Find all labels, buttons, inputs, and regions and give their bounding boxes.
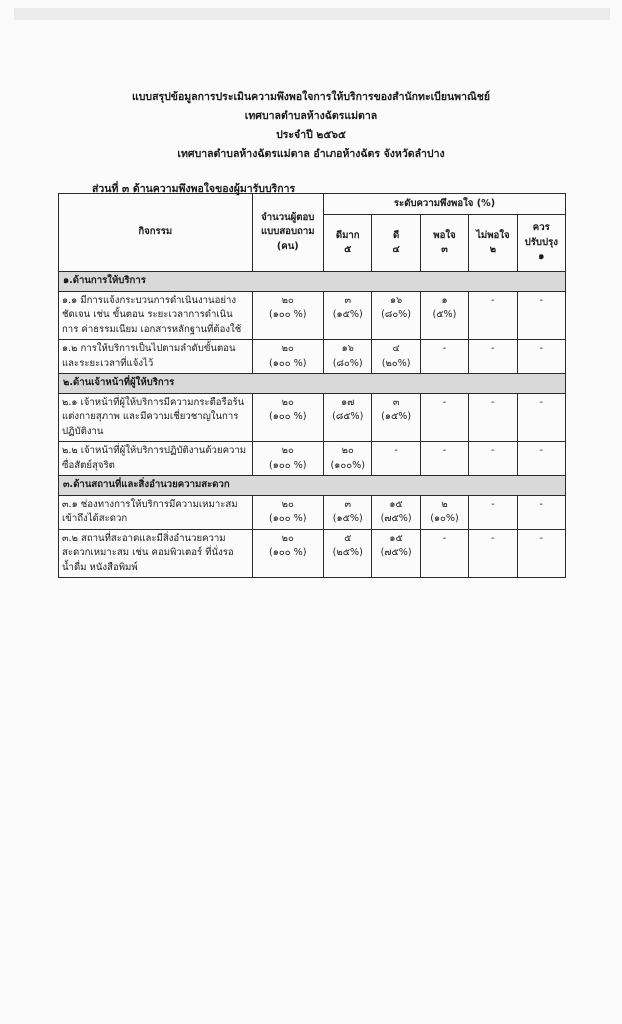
level-count: -	[442, 396, 447, 408]
level-value-cell	[372, 529, 420, 578]
level-count: ๑๖	[341, 343, 354, 354]
level-score: ๔	[392, 244, 400, 255]
level-value-cell	[517, 529, 565, 578]
respondents-percent: (๑๐๐ %)	[269, 411, 307, 422]
level-percent: (๒๐%)	[381, 357, 411, 369]
level-percent: (๑๕%)	[381, 411, 412, 422]
level-count: -	[539, 343, 543, 354]
level-percent: (๕%)	[432, 309, 457, 320]
respondents-count: ๒๐	[281, 498, 294, 510]
level-value-cell	[517, 495, 565, 529]
level-value-cell	[372, 442, 420, 476]
level-count: -	[539, 445, 543, 456]
respondents-percent: (๑๐๐ %)	[269, 513, 307, 524]
document-header	[0, 88, 622, 164]
level-count: -	[539, 532, 543, 544]
level-value-cell	[517, 393, 565, 442]
group-title: ๒.ด้านเจ้าหน้าที่ผู้ให้บริการ	[59, 374, 566, 394]
group-title: ๑.ด้านการให้บริการ	[59, 272, 566, 292]
level-percent: (๘๕%)	[332, 411, 364, 422]
document-title: แบบสรุปข้อมูลการประเมินความพึงพอใจการให้บริการของสำนักทะเบียนพาณิชย์	[131, 91, 491, 103]
level-value-cell	[372, 291, 420, 340]
level-count: -	[491, 396, 495, 408]
table-row	[59, 495, 566, 529]
level-count: -	[491, 294, 495, 306]
respondents-count: ๒๐	[281, 294, 294, 306]
level-count: ๓	[344, 498, 352, 510]
group-title: ๓.ด้านสถานที่และสิ่งอำนวยความสะดวก	[59, 476, 566, 496]
activity-cell: ๓.๒ สถานที่สะอาดและมีสิ่งอำนวยความสะดวกเหมาะสม เช่น คอมพิวเตอร์ ที่นั่งรอ น้ำดื่ม หนังสือพิมพ์	[59, 529, 253, 578]
level-value-cell	[517, 340, 565, 374]
level-value-cell	[469, 442, 517, 476]
level-count: ๑	[441, 294, 448, 306]
level-count: -	[491, 445, 495, 456]
level-value-cell	[469, 495, 517, 529]
level-percent: (๑๕%)	[332, 513, 363, 524]
level-value-cell	[469, 340, 517, 374]
level-percent: (๑๕%)	[332, 309, 363, 320]
level-count: -	[442, 532, 447, 544]
organization-location: เทศบาลตำบลห้างฉัตรแม่ตาล อำเภอห้างฉัตร จังหวัดลำปาง	[177, 148, 445, 160]
group-row	[59, 476, 566, 496]
level-count: -	[442, 445, 447, 456]
respondents-count: ๒๐	[281, 445, 294, 456]
respondents-cell	[252, 495, 324, 529]
level-count: ๓	[392, 396, 400, 408]
table-row	[59, 340, 566, 374]
level-label: พอใจ	[433, 229, 456, 241]
respondents-cell	[252, 291, 324, 340]
level-count: ๑๕	[389, 498, 403, 510]
level-value-cell	[420, 291, 468, 340]
level-percent: (๑๐๐%)	[330, 459, 365, 471]
level-value-cell	[324, 495, 372, 529]
table-row	[59, 393, 566, 442]
level-label: ดีมาก	[335, 229, 360, 241]
level-value-cell	[420, 495, 468, 529]
respondents-count: ๒๐	[281, 343, 294, 354]
satisfaction-table	[58, 193, 566, 578]
satisfaction-column-header: ระดับความพึงพอใจ (%)	[324, 194, 566, 215]
level-count: -	[491, 532, 495, 544]
fiscal-year: ประจำปี ๒๕๖๕	[276, 129, 346, 141]
group-row	[59, 272, 566, 292]
level-value-cell	[324, 442, 372, 476]
respondents-percent: (๑๐๐ %)	[269, 357, 307, 369]
level-score: ๑	[538, 251, 545, 263]
respondents-cell	[252, 442, 324, 476]
level-header	[469, 215, 517, 272]
group-row	[59, 374, 566, 394]
level-percent: (๘๐%)	[381, 309, 412, 320]
level-value-cell	[372, 495, 420, 529]
level-count: ๑๗	[341, 396, 355, 408]
level-count: ๔	[392, 343, 400, 354]
section-title: ส่วนที่ ๓ ด้านความพึงพอใจของผู้มารับบริการ	[92, 183, 296, 195]
respondents-count: ๒๐	[281, 396, 294, 408]
level-value-cell	[517, 291, 565, 340]
level-header	[420, 215, 468, 272]
level-percent: (๗๕%)	[380, 547, 412, 558]
level-value-cell	[372, 340, 420, 374]
activity-cell: ๒.๒ เจ้าหน้าที่ผู้ให้บริการปฏิบัติงานด้วยความซื่อสัตย์สุจริต	[59, 442, 253, 476]
level-count: ๒	[441, 498, 448, 510]
level-count: -	[539, 498, 543, 510]
respondents-count: ๒๐	[281, 532, 294, 544]
level-value-cell	[469, 291, 517, 340]
level-value-cell	[372, 393, 420, 442]
respondents-cell	[252, 340, 324, 374]
activity-cell: ๓.๑ ช่องทางการให้บริการมีความเหมาะสมเข้าถึงได้สะดวก	[59, 495, 253, 529]
level-value-cell	[420, 393, 468, 442]
activity-cell: ๒.๑ เจ้าหน้าที่ผู้ให้บริการมีความกระตือรือร้น แต่งกายสุภาพ และมีความเชี่ยวชาญในการปฏิบัติงาน	[59, 393, 253, 442]
level-count: ๒๐	[341, 445, 354, 456]
level-percent: (๒๕%)	[332, 547, 363, 558]
level-count: -	[539, 396, 543, 408]
level-value-cell	[324, 393, 372, 442]
level-header	[517, 215, 565, 272]
respondents-percent: (๑๐๐ %)	[269, 547, 307, 558]
level-value-cell	[469, 393, 517, 442]
level-label: ดี	[392, 229, 400, 241]
level-label: ควรปรับปรุง	[524, 222, 558, 248]
level-value-cell	[420, 340, 468, 374]
level-count: -	[539, 294, 543, 306]
level-count: -	[442, 343, 447, 354]
level-value-cell	[324, 291, 372, 340]
level-value-cell	[324, 529, 372, 578]
level-count: -	[491, 498, 495, 510]
level-count: ๓	[344, 294, 352, 306]
level-header	[372, 215, 420, 272]
organization-name: เทศบาลตำบลห้างฉัตรแม่ตาล	[244, 110, 378, 122]
table-row	[59, 529, 566, 578]
respondents-percent: (๑๐๐ %)	[269, 309, 307, 320]
level-count: -	[491, 343, 495, 354]
level-percent: (๗๕%)	[380, 513, 412, 524]
activity-cell: ๑.๑ มีการแจ้งกระบวนการดำเนินงานอย่างชัดเจน เช่น ขั้นตอน ระยะเวลาการดำเนินการ ค่าธรรมเนียม เอกสารหลักฐานที่ต้องใช้	[59, 291, 253, 340]
level-count: -	[394, 445, 398, 456]
table-header-row	[59, 194, 566, 215]
level-score: ๒	[489, 244, 497, 255]
level-score: ๕	[344, 244, 352, 255]
activity-cell: ๑.๒ การให้บริการเป็นไปตามลำดับขั้นตอนและระยะเวลาที่แจ้งไว้	[59, 340, 253, 374]
level-count: ๑๕	[389, 532, 403, 544]
scan-top-strip	[14, 8, 610, 20]
respondents-column-header: จำนวนผู้ตอบแบบสอบถาม (คน)	[252, 194, 324, 272]
level-value-cell	[469, 529, 517, 578]
respondents-percent: (๑๐๐ %)	[269, 459, 307, 471]
level-score: ๓	[441, 244, 448, 255]
level-percent: (๘๐%)	[332, 357, 363, 369]
level-value-cell	[517, 442, 565, 476]
table-row	[59, 442, 566, 476]
table-body	[59, 272, 566, 578]
level-count: ๕	[344, 532, 352, 544]
level-percent: (๑๐%)	[430, 513, 459, 524]
level-value-cell	[324, 340, 372, 374]
level-header	[324, 215, 372, 272]
level-value-cell	[420, 529, 468, 578]
respondents-cell	[252, 393, 324, 442]
level-count: ๑๖	[390, 294, 403, 306]
table-row	[59, 291, 566, 340]
level-label: ไม่พอใจ	[476, 229, 510, 241]
level-value-cell	[420, 442, 468, 476]
respondents-cell	[252, 529, 324, 578]
activity-column-header: กิจกรรม	[59, 194, 253, 272]
